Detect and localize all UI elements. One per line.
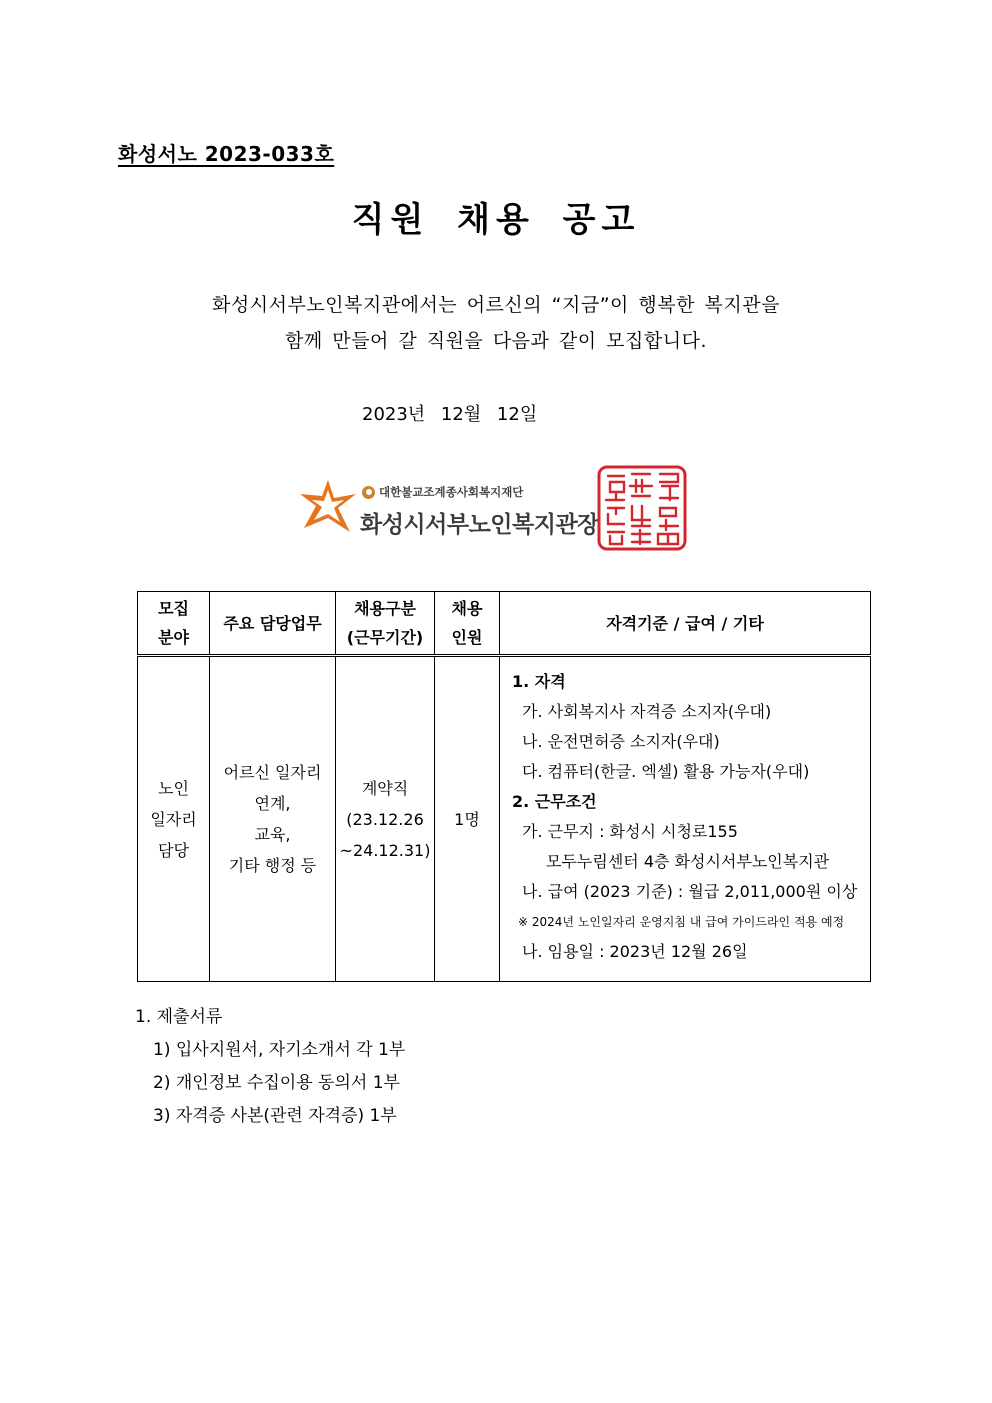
qualification-item: 다. 컴퓨터(한글. 엑셀) 활용 가능자(우대) (522, 762, 810, 781)
cell-employment-type: 계약직 (23.12.26 ~24.12.31) (336, 656, 435, 982)
table-header-row (138, 592, 871, 656)
cell-qualifications (500, 656, 871, 982)
documents-heading: 1. 제출서류 (135, 1007, 223, 1027)
recruitment-table (137, 591, 871, 982)
cell-field: 노인 일자리 담당 (138, 656, 210, 982)
condition-item: 나. 임용일 : 2023년 12월 26일 (522, 942, 748, 961)
header-type: 채용구분 (근무기간) (336, 592, 435, 656)
condition-item: 가. 근무지 : 화성시 시청로155 (522, 822, 738, 841)
organization-logo (298, 476, 628, 546)
official-seal-stamp (596, 464, 688, 552)
qualification-item: 가. 사회복지사 자격증 소지자(우대) (522, 702, 772, 721)
cell-headcount: 1명 (435, 656, 500, 982)
qualification-item: 나. 운전면허증 소지자(우대) (522, 732, 720, 751)
header-duties: 주요 담당업무 (210, 592, 336, 656)
qualification-heading: 1. 자격 (512, 672, 566, 691)
intro-line-1: 화성시서부노인복지관에서는 어르신의 “지금”이 행복한 복지관을 (212, 294, 780, 316)
table-row (138, 656, 871, 982)
foundation-name (362, 484, 523, 500)
document-item: 3) 자격증 사본(관련 자격증) 1부 (153, 1106, 397, 1126)
intro-line-2: 함께 만들어 갈 직원을 다음과 같이 모집합니다. (284, 330, 707, 352)
header-count: 채용 인원 (435, 592, 500, 656)
condition-item: 모두누림센터 4층 화성시서부노인복지관 (546, 852, 830, 871)
conditions-heading: 2. 근무조건 (512, 792, 597, 811)
condition-item: 나. 급여 (2023 기준) : 월급 2,011,000원 이상 (522, 882, 858, 901)
dharma-wheel-icon (362, 486, 375, 499)
document-item: 2) 개인정보 수집이용 동의서 1부 (153, 1073, 400, 1093)
star-logo-icon (298, 476, 358, 536)
announcement-date: 2023년 12월 12일 (362, 404, 538, 425)
header-field: 모집 분야 (138, 592, 210, 656)
salary-note: ※ 2024년 노인일자리 운영지침 내 급여 가이드라인 적용 예정 (518, 915, 845, 929)
required-documents (135, 1003, 405, 1135)
document-number: 화성서노 2023-033호 (118, 142, 335, 166)
document-title: 직원 채용 공고 (351, 200, 641, 240)
document-item: 1) 입사지원서, 자기소개서 각 1부 (153, 1040, 406, 1060)
cell-duties: 어르신 일자리 연계, 교육, 기타 행정 등 (210, 656, 336, 982)
organization-name: 화성시서부노인복지관장 (360, 512, 599, 538)
header-qualifications: 자격기준 / 급여 / 기타 (500, 592, 871, 656)
foundation-label: 대한불교조계종사회복지재단 (379, 485, 524, 499)
